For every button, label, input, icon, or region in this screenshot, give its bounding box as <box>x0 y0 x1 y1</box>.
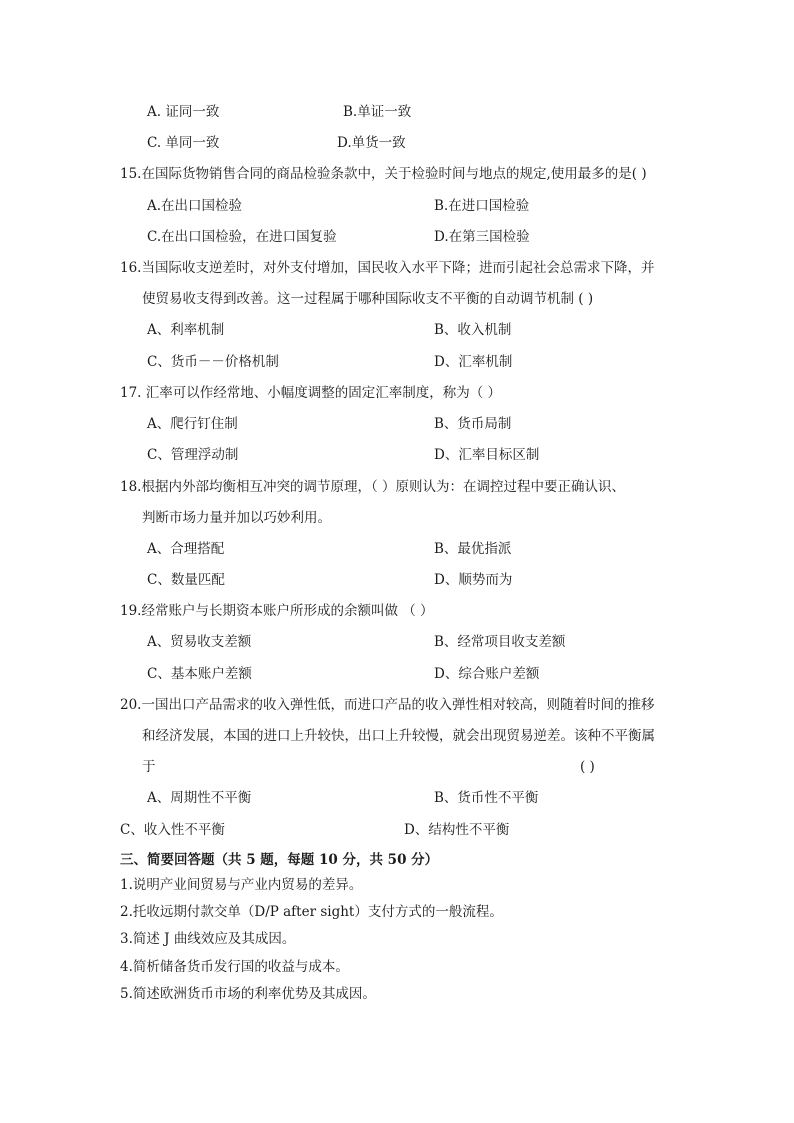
q16-option-c: C、货币－－价格机制 <box>147 354 279 370</box>
q19-option-a: A、贸易收支差额 <box>147 634 252 650</box>
section3-item-3: 3.简述 J 曲线效应及其成因。 <box>120 931 296 947</box>
q20-stem-line1: 20.一国出口产品需求的收入弹性低，而进口产品的收入弹性相对较高，则随着时间的推移 <box>120 697 655 713</box>
q17-stem: 17. 汇率可以作经常地、小幅度调整的固定汇率制度，称为（ ） <box>120 385 502 401</box>
q19-stem: 19.经常账户与长期资本账户所形成的余额叫做 （ ） <box>120 603 434 619</box>
q20-option-a: A、周期性不平衡 <box>147 790 252 806</box>
q20-option-b: B、货币性不平衡 <box>434 790 539 806</box>
q15-stem: 15.在国际货物销售合同的商品检验条款中，关于检验时间与地点的规定,使用最多的是( ) <box>120 166 647 182</box>
q18-option-a: A、合理搭配 <box>147 541 225 557</box>
q20-stem-line2: 和经济发展，本国的进口上升较快，出口上升较慢，就会出现贸易逆差。该种不平衡属 <box>142 728 655 744</box>
q18-stem-line1: 18.根据内外部均衡相互冲突的调节原理，（ ）原则认为：在调控过程中要正确认识、 <box>120 479 626 495</box>
q19-option-b: B、经常项目收支差额 <box>434 634 566 650</box>
q20-option-c: C、收入性不平衡 <box>120 822 225 838</box>
q16-stem-line1: 16.当国际收支逆差时，对外支付增加，国民收入水平下降；进而引起社会总需求下降，并 <box>120 260 655 276</box>
q18-stem-line2: 判断市场力量并加以巧妙利用。 <box>142 510 331 526</box>
q15-option-c: C.在出口国检验，在进口国复验 <box>147 229 337 245</box>
q18-option-b: B、最优指派 <box>434 541 512 557</box>
q14-option-a: A. 证同一致 <box>147 104 220 120</box>
q18-option-c: C、数量匹配 <box>147 572 225 588</box>
section3-item-1: 1.说明产业间贸易与产业内贸易的差异。 <box>120 877 363 893</box>
q20-answer-paren: ( ) <box>580 759 595 775</box>
q16-option-b: B、收入机制 <box>434 322 512 338</box>
q19-option-d: D、综合账户差额 <box>434 666 540 682</box>
section3-heading: 三、简要回答题（共 5 题，每题 10 分，共 50 分） <box>120 852 439 868</box>
q17-option-d: D、汇率目标区制 <box>434 447 540 463</box>
q17-option-c: C、管理浮动制 <box>147 447 239 463</box>
q15-option-d: D.在第三国检验 <box>434 229 530 245</box>
q14-option-c: C. 单同一致 <box>147 135 220 151</box>
q20-stem-line3: 于 <box>142 759 156 775</box>
q15-option-b: B.在进口国检验 <box>434 198 530 214</box>
section3-item-4: 4.简析储备货币发行国的收益与成本。 <box>120 959 349 975</box>
q19-option-c: C、基本账户差额 <box>147 666 252 682</box>
q16-option-d: D、汇率机制 <box>434 354 513 370</box>
q14-option-d: D.单货一致 <box>337 135 406 151</box>
section3-item-2: 2.托收远期付款交单（D/P after sight）支付方式的一般流程。 <box>120 904 503 920</box>
q20-option-d: D、结构性不平衡 <box>404 822 510 838</box>
q14-option-b: B.单证一致 <box>343 104 412 120</box>
q17-option-a: A、爬行钉住制 <box>147 416 238 432</box>
q18-option-d: D、顺势而为 <box>434 572 513 588</box>
q15-option-a: A.在出口国检验 <box>147 198 243 214</box>
section3-item-5: 5.简述欧洲货币市场的利率优势及其成因。 <box>120 986 376 1002</box>
q16-stem-line2: 使贸易收支得到改善。这一过程属于哪种国际收支不平衡的自动调节机制 ( ) <box>142 291 594 307</box>
q16-option-a: A、利率机制 <box>147 322 225 338</box>
q17-option-b: B、货币局制 <box>434 416 512 432</box>
